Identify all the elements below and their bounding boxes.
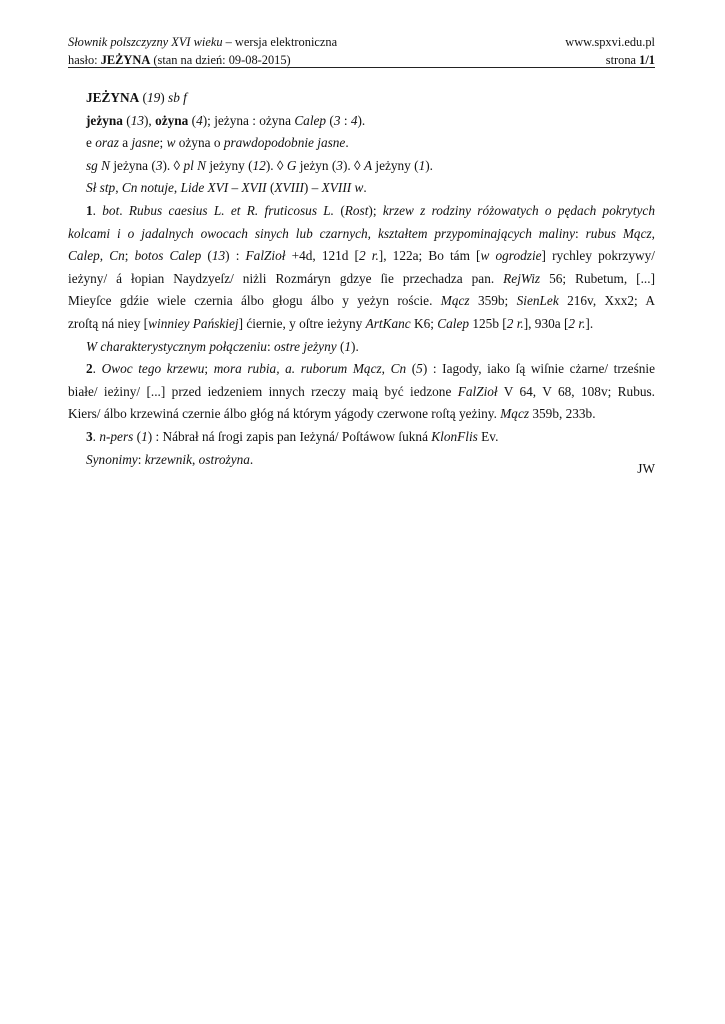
page-indicator: strona 1/1 [605, 53, 655, 67]
synonyms-line: Synonimy: krzewnik, ostrożyna. [86, 451, 254, 467]
part-of-speech: sb f [168, 90, 187, 105]
sense-2-line-2: białe/ ieżiny/ [...] przed iedzeniem innych rzeczy maią być iedzone FalZioł V 64, V 68, 108v; Rubus. [68, 383, 655, 399]
sense-2-line-3: Kiers/ álbo krzewiná czernie álbo głóg ná którym yágody czerwone roſtą yeżiny. Mącz 359b, 233b. [68, 406, 596, 422]
header-entry: hasło: JEŻYNA (stan na dzień: 09-08-2015) [68, 53, 291, 67]
page-header [68, 33, 655, 69]
headword: JEŻYNA [86, 90, 140, 105]
header-divider [68, 67, 655, 68]
spelling-line: e oraz a jasne; w ożyna o prawdopodobnie jasne. [86, 135, 349, 151]
header-url[interactable]: www.spxvi.edu.pl [565, 35, 655, 49]
sense-1-line-3: Calep, Cn; botos Calep (13) : FalZioł +4d, 121d [2 r.], 122a; Bo tám [w ogrodzie] rychley pokrzywy/ [68, 248, 655, 264]
sense-1-line-6: zroſtą ná niey [winniey Pańskiej] ćiernie, y oſtre ieżyny ArtKanc K6; Calep 125b [2 r.], 930a [2 r.]. [68, 315, 594, 331]
variants-line: jeżyna (13), ożyna (4); jeżyna : ożyna Calep (3 : 4). [86, 112, 366, 128]
headword-line: JEŻYNA (19) sb f [86, 90, 187, 105]
sources-line: Sł stp, Cn notuje, Lide XVI – XVII (XVIII) – XVIII w. [86, 180, 367, 196]
sense-1-line-2: kolcami i o jadalnych owocach sinych lub czarnych, kształtem przypominających maliny: rubus Mącz, [68, 225, 655, 241]
edition-label: – wersja elektroniczna [222, 35, 338, 49]
status-date: (stan na dzień: 09-08-2015) [150, 53, 291, 67]
sense-1-line-1: 1. bot. Rubus caesius L. et R. fruticosus L. (Rost); krzew z rodziny różowatych o pędach pokrytych [86, 202, 655, 218]
sense-2-line-1: 2. Owoc tego krzewu; mora rubia, a. ruborum Mącz, Cn (5) : Iagody, iako ſą wiſnie cżarne/ trześnie [86, 361, 655, 377]
header-row-top [68, 33, 655, 51]
sense-1-line-5: Mieyſce gdźie wiele czernia álbo głogu álbo y yeżyn roście. Mącz 359b; SienLek 216v, Xxx2; A [68, 293, 655, 309]
entry-body [68, 87, 655, 471]
page-number: 1/1 [639, 53, 655, 67]
sense-1-line-4: ieżyny/ á łopian Naydzyeſz/ niżli Rozmáryn gdzye ſie przechadza pan. RejWiz 56; Rubetum, [...] [68, 270, 655, 286]
sense-3-line-1: 3. n-pers (1) : Nábrał ná ſrogi zapis pan Ieżyná/ Poſtáwow ſukná KlonFlis Ev. [86, 428, 499, 444]
inflection-line: sg N jeżyna (3). ◊ pl N jeżyny (12). ◊ G jeżyn (3). ◊ A jeżyny (1). [86, 157, 434, 173]
header-title [68, 33, 337, 51]
header-entry-word: JEŻYNA [100, 53, 151, 67]
sense-number: 2 [86, 361, 93, 377]
sense-number: 1 [86, 202, 93, 218]
sense-number: 3 [86, 428, 93, 444]
dictionary-title: Słownik polszczyzny XVI wieku [68, 35, 223, 49]
author-initials: JW [637, 461, 655, 476]
collocation-line: W charakterystycznym połączeniu: ostre jeżyny (1). [86, 338, 359, 354]
